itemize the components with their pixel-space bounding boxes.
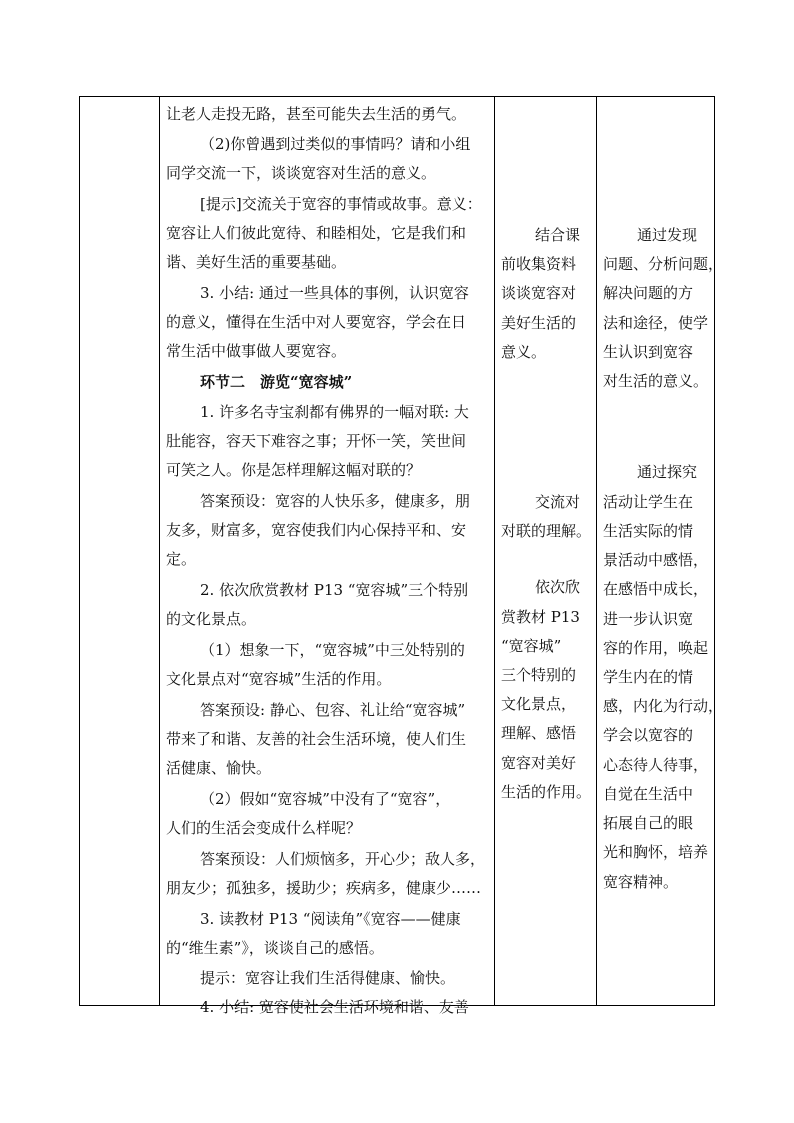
intent-line: 容的作用，唤起 [603,639,709,657]
intent-line: 通过发现 [637,226,698,244]
content-line: 的文化景点。 [166,610,257,628]
content-line: 4. 小结: 宽容使社会生活环境和谐、友善 [200,998,469,1016]
activity-line: 美好生活的 [501,314,577,332]
content-line: 宽容让人们彼此宽待、和睦相处，它是我们和 [166,224,467,242]
intent-line: 活动让学生在 [603,493,694,511]
intent-line: 拓展自己的眼 [603,814,694,832]
activity-line: 赏教材 P13 [501,608,580,626]
content-line: 活健康、愉快。 [166,759,272,777]
column-divider [159,97,160,1005]
content-line: 1. 许多名寺宝刹都有佛界的一幅对联: 大 [200,403,469,421]
intent-line: 生认识到宽容 [603,343,694,361]
content-line: 可笑之人。你是怎样理解这幅对联的？ [166,461,422,479]
intent-line: 进一步认识宽 [603,610,694,628]
content-line: 朋友少；孤独多，援助少；疾病多，健康少…… [166,879,482,897]
content-line: [提示]交流关于宽容的事情或故事。意义： [200,195,482,213]
activity-line: 依次欣 [535,578,581,596]
content-line: 谐、美好生活的重要基础。 [166,253,347,271]
content-line: 文化景点对“宽容城”生活的作用。 [166,670,392,688]
content-line: 的“维生素”》，谈谈自己的感悟。 [166,939,384,957]
section-heading: 环节二 游览“宽容城” [200,373,353,391]
activity-line: 意义。 [501,343,547,361]
content-line: 人们的生活会变成什么样呢？ [166,819,362,837]
content-line: 答案预设：宽容的人快乐多，健康多，朋 [200,492,471,510]
column-divider [494,97,495,1005]
intent-line: 解决问题的方 [603,284,694,302]
content-line: 答案预设：人们烦恼多，开心少；敌人多， [200,850,486,868]
activity-line: “宽容城” [501,637,562,655]
activity-line: 前收集资料 [501,255,577,273]
content-line: 同学交流一下，谈谈宽容对生活的意义。 [166,164,437,182]
activity-line: 交流对 [535,493,581,511]
content-line: （2)你曾遇到过类似的事情吗？请和小组 [200,135,471,153]
intent-line: 景活动中感悟， [603,551,709,569]
intent-line: 对生活的意义。 [603,372,709,390]
content-line: 让老人走投无路，甚至可能失去生活的勇气。 [166,105,467,123]
content-line: 答案预设: 静心、包容、礼让给“宽容城” [200,701,466,719]
activity-line: 文化景点， [501,695,577,713]
activity-line: 谈谈宽容对 [501,284,577,302]
activity-line: 对联的理解。 [501,522,592,540]
intent-line: 生活实际的情 [603,522,694,540]
content-line: 提示：宽容让我们生活得健康、愉快。 [200,969,456,987]
activity-line: 理解、感悟 [501,724,577,742]
intent-line: 问题、分析问题， [603,255,724,273]
activity-line: 结合课 [535,226,581,244]
intent-line: 光和胸怀，培养 [603,843,709,861]
content-line: （1）想象一下，“宽容城”中三处特别的 [200,641,465,659]
content-line: （2）假如“宽容城”中没有了“宽容”， [200,790,451,808]
content-line: 常生活中做事做人要宽容。 [166,342,347,360]
intent-line: 宽容精神。 [603,873,679,891]
column-divider [596,97,597,1005]
intent-line: 通过探究 [637,463,698,481]
content-line: 肚能容，容天下难容之事；开怀一笑，笑世间 [166,432,467,450]
lesson-table [79,96,724,1016]
activity-line: 宽容对美好 [501,754,577,772]
activity-line: 生活的作用。 [501,783,592,801]
content-line: 的意义，懂得在生活中对人要宽容，学会在日 [166,313,467,331]
activity-line: 三个特别的 [501,666,577,684]
intent-line: 自觉在生活中 [603,785,694,803]
content-line: 2. 依次欣赏教材 P13 “宽容城”三个特别 [200,581,469,599]
content-line: 定。 [166,550,197,568]
intent-line: 心态待人待事， [603,756,709,774]
intent-line: 学会以宽容的 [603,726,694,744]
intent-line: 在感悟中成长， [603,580,709,598]
intent-line: 感，内化为行动， [603,697,724,715]
content-line: 友多，财富多，宽容使我们内心保持平和、安 [166,521,467,539]
content-line: 3. 小结: 通过一些具体的事例，认识宽容 [200,284,469,302]
intent-line: 学生内在的情 [603,668,694,686]
content-line: 带来了和谐、友善的社会生活环境，使人们生 [166,730,467,748]
content-line: 3. 读教材 P13 “阅读角”《宽容——健康 [200,910,461,928]
intent-line: 法和途径，使学 [603,314,709,332]
